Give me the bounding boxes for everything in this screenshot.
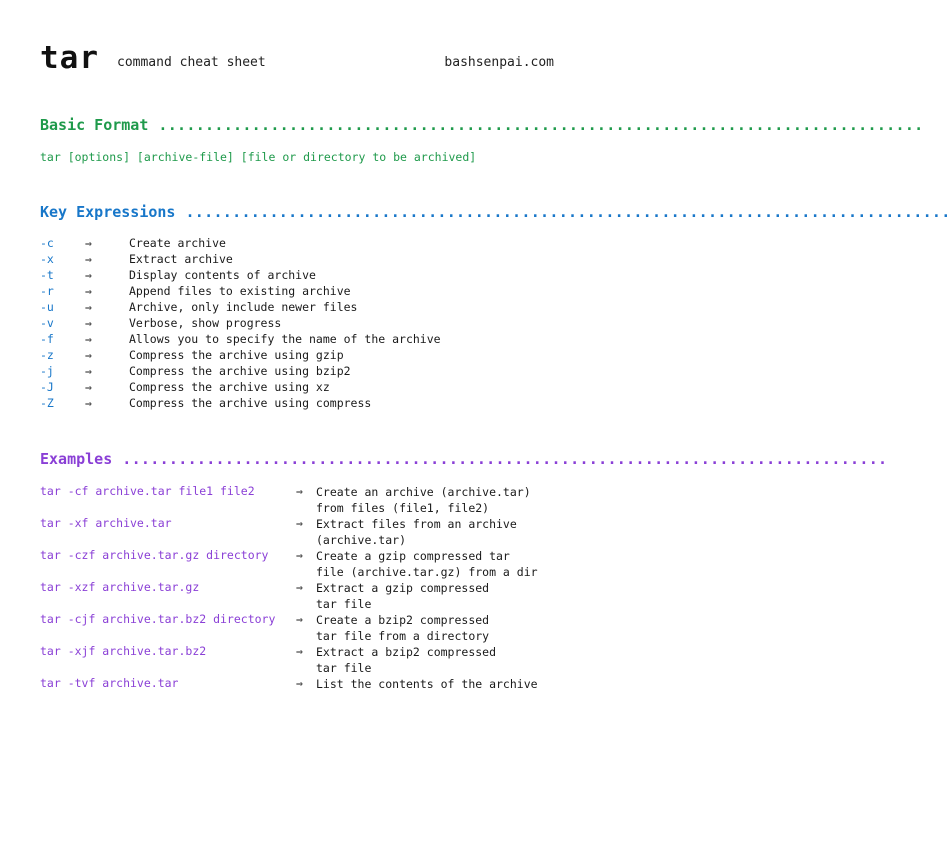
arrow-icon: ⇒ (85, 284, 92, 298)
arrow-icon: ⇒ (85, 380, 92, 394)
arrow-icon: ⇒ (296, 676, 303, 690)
list-item (40, 396, 550, 412)
site-name: bashsenpai.com (444, 55, 554, 70)
option-description: Compress the archive using compress (129, 396, 372, 410)
arrow-icon: ⇒ (296, 484, 303, 498)
option-flag: -t (40, 268, 54, 282)
list-item (40, 676, 554, 708)
examples-list (40, 484, 554, 708)
dot-leader: .................................................................................. (122, 450, 888, 468)
section-examples (40, 450, 888, 468)
example-command: tar -cjf archive.tar.bz2 directory (40, 612, 276, 626)
list-item (40, 612, 554, 644)
list-item (40, 316, 550, 332)
list-item (40, 284, 550, 300)
example-description (316, 676, 538, 692)
option-description: Archive, only include newer files (129, 300, 358, 314)
example-description (316, 580, 489, 612)
list-item (40, 644, 554, 676)
list-item (40, 300, 550, 316)
example-command: tar -xjf archive.tar.bz2 (40, 644, 207, 658)
description-line: from files (file1, file2) (316, 501, 490, 515)
option-description: Verbose, show progress (129, 316, 282, 330)
arrow-icon: ⇒ (85, 332, 92, 346)
list-item (40, 252, 550, 268)
example-description (316, 548, 538, 580)
description-line: (archive.tar) (316, 533, 407, 547)
description-line: Extract a gzip compressed (316, 581, 490, 595)
option-flag: -u (40, 300, 54, 314)
example-command: tar -tvf archive.tar (40, 676, 179, 690)
option-flag: -z (40, 348, 54, 362)
example-description (316, 644, 496, 676)
basic-format-syntax: tar [options] [archive-file] [file or directory to be archived] (40, 150, 477, 164)
arrow-icon: ⇒ (296, 516, 303, 530)
example-description (316, 516, 517, 548)
arrow-icon: ⇒ (296, 612, 303, 626)
description-line: Create a bzip2 compressed (316, 613, 490, 627)
description-line: Extract files from an archive (316, 517, 517, 531)
list-item (40, 548, 554, 580)
option-flag: -c (40, 236, 54, 250)
section-title-examples: Examples (40, 450, 113, 468)
page-subtitle: command cheat sheet (117, 55, 266, 70)
dot-leader: .................................................................................. (158, 116, 924, 134)
option-description: Compress the archive using bzip2 (129, 364, 351, 378)
arrow-icon: ⇒ (85, 252, 92, 266)
list-item (40, 268, 550, 284)
description-line: List the contents of the archive (316, 677, 538, 691)
list-item (40, 348, 550, 364)
key-expressions-list (40, 236, 550, 412)
arrow-icon: ⇒ (296, 644, 303, 658)
description-line: Extract a bzip2 compressed (316, 645, 497, 659)
page-header (40, 40, 554, 80)
arrow-icon: ⇒ (296, 548, 303, 562)
arrow-icon: ⇒ (85, 236, 92, 250)
option-flag: -Z (40, 396, 54, 410)
list-item (40, 332, 550, 348)
description-line: Create an archive (archive.tar) (316, 485, 531, 499)
example-description (316, 612, 489, 644)
dot-leader: .................................................................................. (185, 203, 951, 221)
example-command: tar -xzf archive.tar.gz (40, 580, 200, 594)
option-flag: -J (40, 380, 54, 394)
arrow-icon: ⇒ (296, 580, 303, 594)
description-line: file (archive.tar.gz) from a dir (316, 565, 538, 579)
list-item (40, 236, 550, 252)
option-flag: -j (40, 364, 54, 378)
description-line: tar file from a directory (316, 629, 490, 643)
section-key-expressions (40, 203, 951, 221)
option-flag: -x (40, 252, 54, 266)
example-command: tar -xf archive.tar (40, 516, 172, 530)
description-line: Create a gzip compressed tar (316, 549, 510, 563)
example-command: tar -czf archive.tar.gz directory (40, 548, 269, 562)
option-flag: -r (40, 284, 54, 298)
list-item (40, 380, 550, 396)
example-command: tar -cf archive.tar file1 file2 (40, 484, 255, 498)
section-title-key-expressions: Key Expressions (40, 203, 176, 221)
option-description: Append files to existing archive (129, 284, 351, 298)
arrow-icon: ⇒ (85, 348, 92, 362)
option-description: Compress the archive using xz (129, 380, 330, 394)
option-description: Create archive (129, 236, 226, 250)
description-line: tar file (316, 661, 372, 675)
example-description (316, 484, 531, 516)
list-item (40, 516, 554, 548)
list-item (40, 484, 554, 516)
list-item (40, 580, 554, 612)
arrow-icon: ⇒ (85, 300, 92, 314)
option-description: Allows you to specify the name of the archive (129, 332, 441, 346)
option-flag: -f (40, 332, 54, 346)
option-flag: -v (40, 316, 54, 330)
description-line: tar file (316, 597, 372, 611)
arrow-icon: ⇒ (85, 268, 92, 282)
list-item (40, 364, 550, 380)
section-basic-format (40, 116, 924, 134)
arrow-icon: ⇒ (85, 396, 92, 410)
page-title: tar (40, 40, 99, 76)
option-description: Extract archive (129, 252, 233, 266)
section-title-basic-format: Basic Format (40, 116, 149, 134)
option-description: Display contents of archive (129, 268, 316, 282)
arrow-icon: ⇒ (85, 316, 92, 330)
option-description: Compress the archive using gzip (129, 348, 344, 362)
arrow-icon: ⇒ (85, 364, 92, 378)
